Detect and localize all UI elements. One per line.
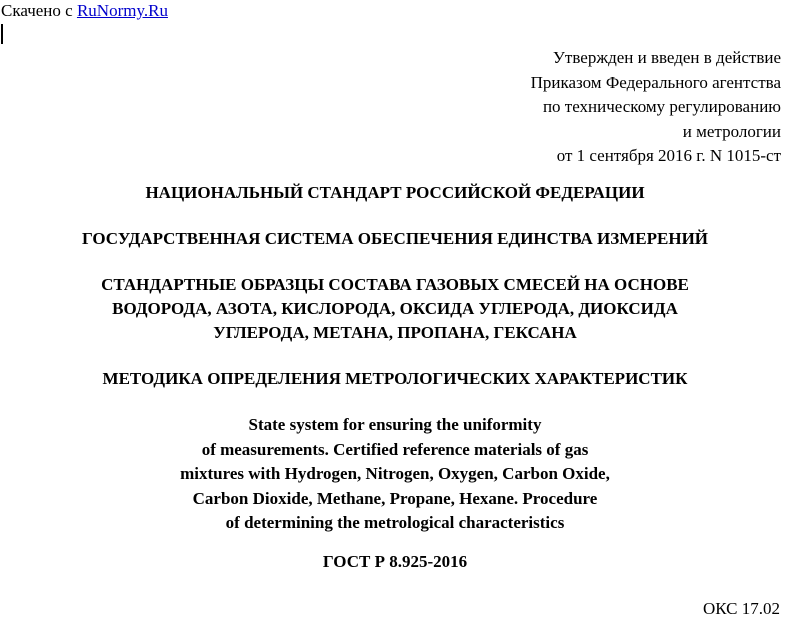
english-title — [0, 413, 790, 536]
standard-title — [0, 273, 790, 345]
title-line: УГЛЕРОДА, МЕТАНА, ПРОПАНА, ГЕКСАНА — [213, 323, 577, 342]
national-standard-text: НАЦИОНАЛЬНЫЙ СТАНДАРТ РОССИЙСКОЙ ФЕДЕРАЦИИ — [145, 183, 645, 202]
oks-code: ОКС 17.02 — [702, 599, 780, 618]
approval-line: Утвержден и введен в действие — [552, 48, 781, 67]
text-cursor — [1, 24, 3, 44]
title-line: СТАНДАРТНЫЕ ОБРАЗЦЫ СОСТАВА ГАЗОВЫХ СМЕСЕЙ НА ОСНОВЕ — [101, 275, 689, 294]
approval-line: и метрологии — [682, 121, 781, 141]
method-heading — [0, 367, 790, 391]
approval-line: от 1 сентября 2016 г. N 1015-ст — [556, 146, 781, 165]
approval-line: Приказом Федерального агентства — [530, 72, 781, 92]
gost-number-text: ГОСТ Р 8.925-2016 — [322, 552, 468, 571]
national-standard-heading — [0, 181, 790, 205]
english-line: Carbon Dioxide, Methane, Propane, Hexane. Procedure — [192, 488, 598, 508]
gost-number — [0, 550, 790, 574]
state-system-heading — [0, 227, 790, 251]
method-text: МЕТОДИКА ОПРЕДЕЛЕНИЯ МЕТРОЛОГИЧЕСКИХ ХАРАКТЕРИСТИК — [102, 369, 688, 388]
state-system-text: ГОСУДАРСТВЕННАЯ СИСТЕМА ОБЕСПЕЧЕНИЯ ЕДИНСТВА ИЗМЕРЕНИЙ — [81, 229, 709, 248]
title-line: ВОДОРОДА, АЗОТА, КИСЛОРОДА, ОКСИДА УГЛЕРОДА, ДИОКСИДА — [112, 299, 678, 318]
runormy-link[interactable]: RuNormy.Ru — [76, 1, 168, 20]
source-note — [1, 1, 168, 21]
approval-block — [531, 46, 781, 169]
english-line: of determining the metrological characteristics — [225, 513, 565, 532]
approval-line: по техническому регулированию — [542, 97, 781, 116]
source-prefix: Скачено с — [1, 1, 77, 20]
english-line: mixtures with Hydrogen, Nitrogen, Oxygen, Carbon Oxide, — [180, 464, 610, 483]
english-line: of measurements. Certified reference materials of gas — [201, 439, 589, 459]
english-line: State system for ensuring the uniformity — [248, 415, 542, 434]
